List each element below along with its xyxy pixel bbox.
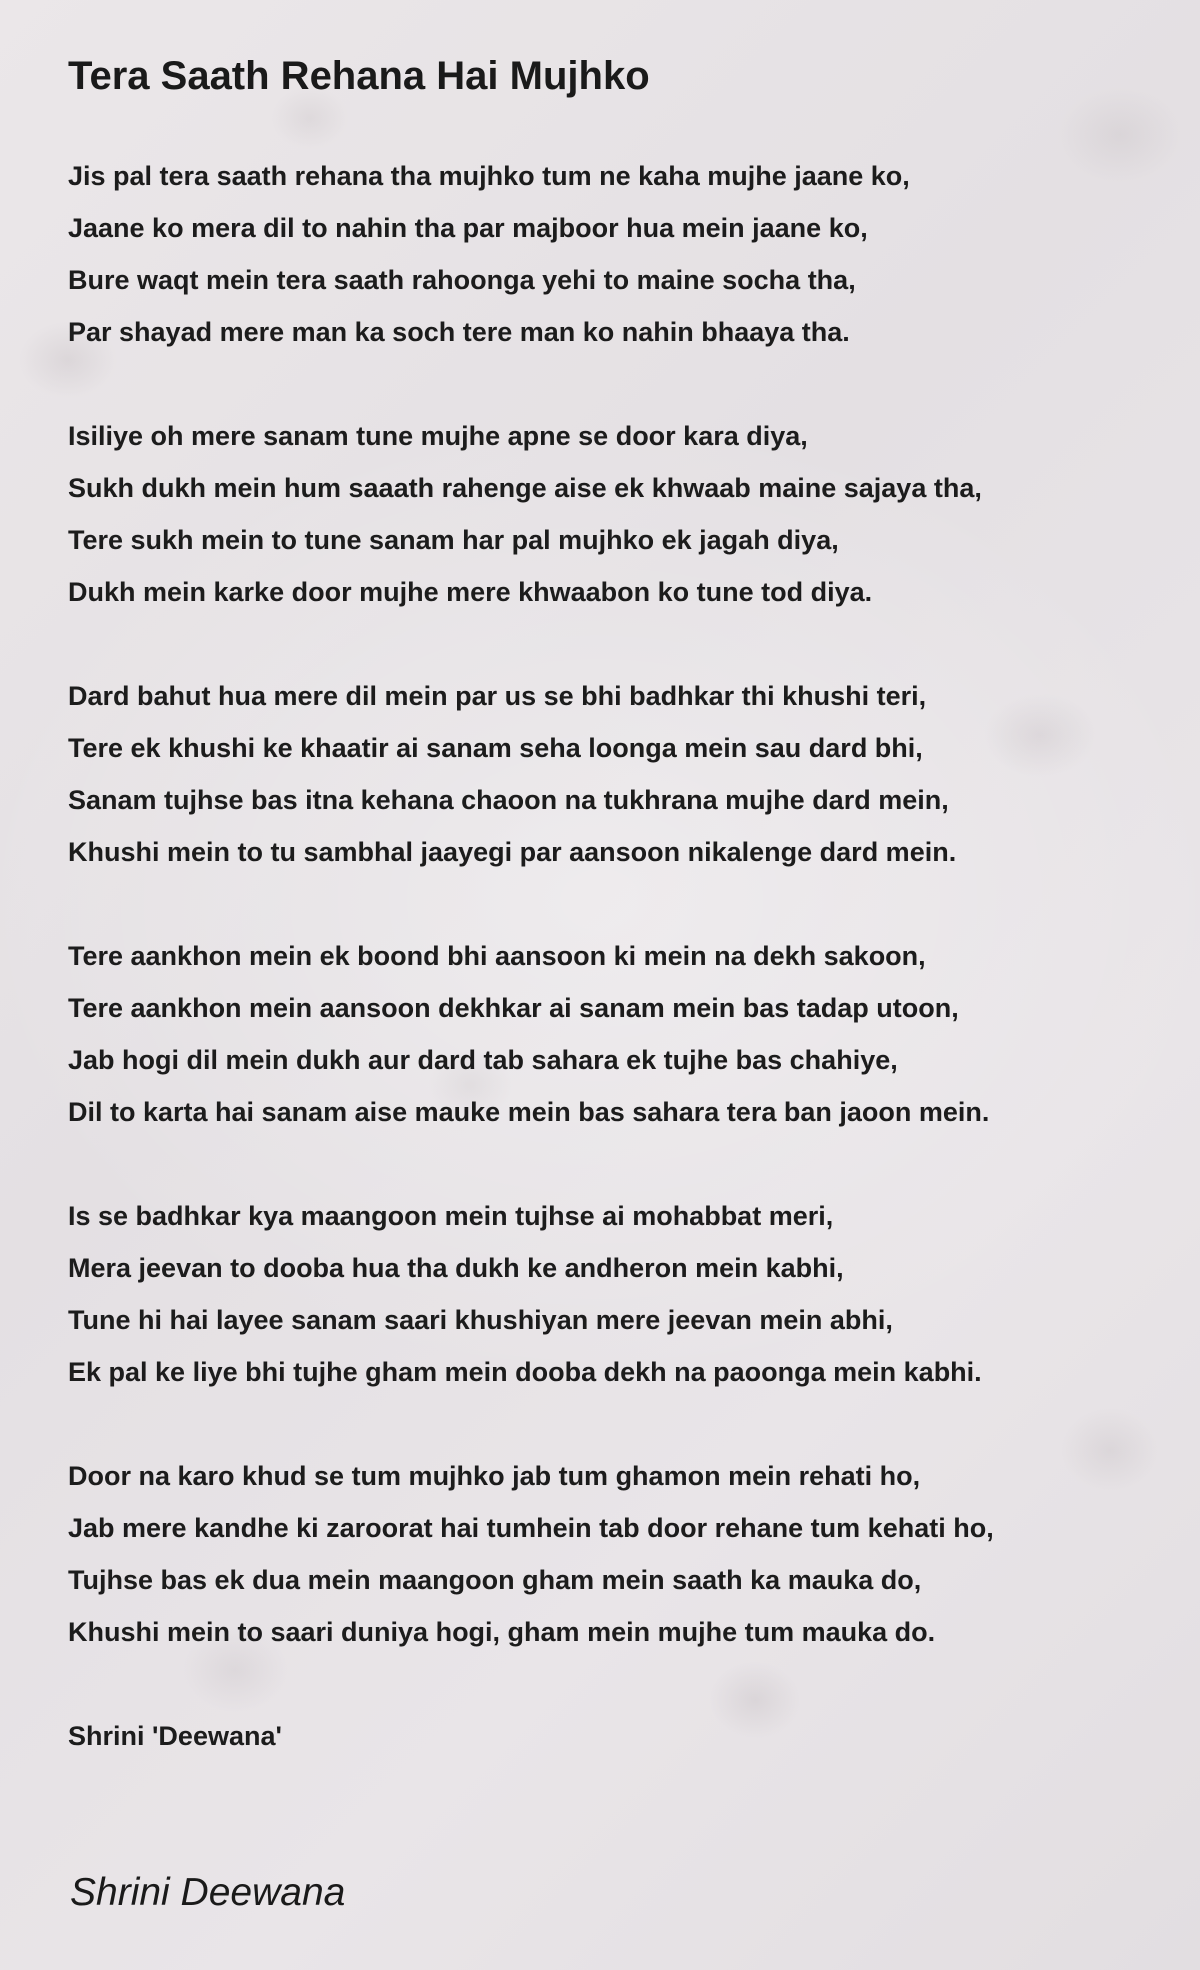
poem-line: Dukh mein karke door mujhe mere khwaabon ko tune tod diya. bbox=[68, 577, 873, 607]
poem-line: Tere ek khushi ke khaatir ai sanam seha loonga mein sau dard bhi, bbox=[68, 733, 923, 763]
poem-line: Jaane ko mera dil to nahin tha par majboor hua mein jaane ko, bbox=[68, 213, 868, 243]
poem-line: Ek pal ke liye bhi tujhe gham mein dooba dekh na paoonga mein kabhi. bbox=[68, 1357, 982, 1387]
poem-line: Par shayad mere man ka soch tere man ko nahin bhaaya tha. bbox=[68, 317, 850, 347]
poem-title: Tera Saath Rehana Hai Mujhko bbox=[68, 54, 650, 98]
poem-line: Isiliye oh mere sanam tune mujhe apne se door kara diya, bbox=[68, 421, 808, 451]
poem-line: Tere aankhon mein aansoon dekhkar ai sanam mein bas tadap utoon, bbox=[68, 993, 959, 1023]
stanza-5 bbox=[68, 1190, 1188, 1398]
poem-line: Jab hogi dil mein dukh aur dard tab sahara ek tujhe bas chahiye, bbox=[68, 1045, 898, 1075]
stanza-4 bbox=[68, 930, 1188, 1138]
poem-line: Bure waqt mein tera saath rahoonga yehi to maine socha tha, bbox=[68, 265, 856, 295]
poem-author: Shrini 'Deewana' bbox=[68, 1721, 282, 1751]
poem-line: Jab mere kandhe ki zaroorat hai tumhein tab door rehane tum kehati ho, bbox=[68, 1513, 994, 1543]
poem-line: Tere aankhon mein ek boond bhi aansoon ki mein na dekh sakoon, bbox=[68, 941, 926, 971]
poem-line: Tujhse bas ek dua mein maangoon gham mein saath ka mauka do, bbox=[68, 1565, 922, 1595]
poem-line: Sukh dukh mein hum saaath rahenge aise ek khwaab maine sajaya tha, bbox=[68, 473, 982, 503]
poem-body bbox=[68, 150, 1188, 1762]
poem-line: Is se badhkar kya maangoon mein tujhse ai mohabbat meri, bbox=[68, 1201, 834, 1231]
poem-line: Jis pal tera saath rehana tha mujhko tum ne kaha mujhe jaane ko, bbox=[68, 161, 910, 191]
stanza-2 bbox=[68, 410, 1188, 618]
stanza-6 bbox=[68, 1450, 1188, 1658]
poem-line: Sanam tujhse bas itna kehana chaoon na tukhrana mujhe dard mein, bbox=[68, 785, 949, 815]
author-signature: Shrini Deewana bbox=[70, 1871, 346, 1914]
poem-line: Khushi mein to saari duniya hogi, gham mein mujhe tum mauka do. bbox=[68, 1617, 936, 1647]
poem-line: Dil to karta hai sanam aise mauke mein bas sahara tera ban jaoon mein. bbox=[68, 1097, 990, 1127]
poem-line: Tune hi hai layee sanam saari khushiyan mere jeevan mein abhi, bbox=[68, 1305, 893, 1335]
poem-line: Door na karo khud se tum mujhko jab tum ghamon mein rehati ho, bbox=[68, 1461, 921, 1491]
poem-line: Tere sukh mein to tune sanam har pal mujhko ek jagah diya, bbox=[68, 525, 839, 555]
stanza-3 bbox=[68, 670, 1188, 878]
poem-line: Dard bahut hua mere dil mein par us se bhi badhkar thi khushi teri, bbox=[68, 681, 927, 711]
poem-line: Khushi mein to tu sambhal jaayegi par aansoon nikalenge dard mein. bbox=[68, 837, 957, 867]
poem-line: Mera jeevan to dooba hua tha dukh ke andheron mein kabhi, bbox=[68, 1253, 844, 1283]
stanza-1 bbox=[68, 150, 1188, 358]
